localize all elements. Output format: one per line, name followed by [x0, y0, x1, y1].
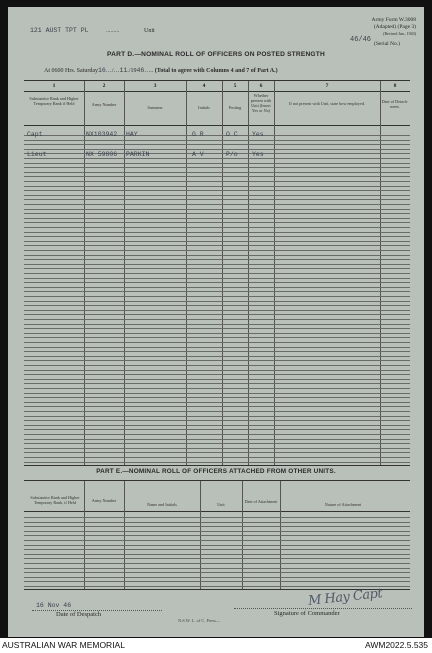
form-sheet [8, 7, 424, 637]
ruled-line [24, 462, 410, 463]
col-number-5: 5 [233, 83, 237, 89]
ruled-line [24, 199, 410, 200]
ruled-line [24, 213, 410, 214]
col-header-detachment: Date of Detach-ment. [381, 99, 409, 109]
year-prefix: 19 [130, 68, 137, 74]
ruled-line [24, 232, 410, 233]
ruled-line [24, 250, 410, 251]
ruled-line [24, 301, 410, 302]
ruled-line [24, 337, 410, 338]
ruled-line [24, 310, 410, 311]
ruled-line [24, 448, 410, 449]
col-header-employed: If not present with Unit, state how employed. [289, 101, 365, 106]
ruled-line [24, 577, 410, 578]
month-typed: 11 [119, 67, 128, 74]
army-form-number: Army Form W.3008 [371, 17, 416, 23]
ruled-line [24, 328, 410, 329]
archive-footer [0, 638, 432, 653]
col-header-army-number: Army Number [91, 102, 117, 107]
ruled-line [24, 383, 410, 384]
ruled-line [24, 190, 410, 191]
row1-surname: HAY [126, 131, 138, 138]
ruled-line [24, 255, 410, 256]
footer-source: AUSTRALIAN WAR MEMORIAL [2, 640, 125, 650]
ruled-line [24, 443, 410, 444]
commander-label: Signature of Commander [274, 610, 340, 617]
ruled-line [24, 554, 410, 555]
row2-present: Yes [252, 151, 264, 158]
row2-number: NX 59806 [86, 151, 118, 158]
row1-present: Yes [252, 131, 264, 138]
col-header-posting: Posting [228, 105, 242, 110]
e-col-header-army-number: Army Number [91, 498, 117, 503]
row2-posting: P/o [226, 151, 238, 158]
ruled-line [24, 406, 410, 407]
day-typed: 16 [98, 67, 106, 74]
ruled-line [24, 397, 410, 398]
army-form-revised: (Revised Jan., 1943) [383, 31, 416, 36]
col-header-initials: Initials [198, 105, 210, 110]
ruled-line [24, 558, 410, 559]
ruled-line [24, 402, 410, 403]
ruled-line [24, 236, 410, 237]
ruled-line [24, 140, 410, 141]
ruled-line [24, 452, 410, 453]
ruled-line [24, 149, 410, 150]
ruled-line [24, 319, 410, 320]
row2-initials: A V [192, 151, 204, 158]
ruled-line [24, 305, 410, 306]
ruled-line [24, 227, 410, 228]
e-col-header-attachment-date: Date of Attachment [244, 499, 278, 504]
ruled-line [24, 287, 410, 288]
army-form-adapted: (Adapted) (Page 3) [373, 24, 416, 30]
ruled-line [24, 411, 410, 412]
ruled-line [24, 144, 410, 145]
part-e-title: PART E.—NOMINAL ROLL OF OFFICERS ATTACHED FROM OTHER UNITS. [96, 468, 336, 475]
ruled-line [24, 535, 410, 536]
printer-imprint: N.S.W. L. of C. Press— [178, 618, 221, 623]
ruled-line [24, 425, 410, 426]
col-header-surname: Surname [147, 105, 163, 110]
ruled-line [24, 204, 410, 205]
footer-accession: AWM2022.5.535 [365, 640, 428, 650]
ruled-line [24, 245, 410, 246]
ruled-line [24, 586, 410, 587]
ruled-line [24, 434, 410, 435]
ruled-line [24, 268, 410, 269]
ruled-line [24, 416, 410, 417]
e-col-header-name: Name and Initials [147, 502, 177, 507]
ruled-line [24, 181, 410, 182]
ruled-line [24, 420, 410, 421]
ruled-line [24, 176, 410, 177]
ruled-line [24, 517, 410, 518]
ruled-line [24, 526, 410, 527]
ruled-line [24, 457, 410, 458]
ruled-line [24, 388, 410, 389]
ruled-line [24, 222, 410, 223]
ruled-line [24, 291, 410, 292]
ruled-line [24, 209, 410, 210]
e-col-header-rank: Substantive Rank and Higher Temporary Rank, if Held [30, 495, 80, 505]
ruled-line [24, 370, 410, 371]
ruled-line [24, 296, 410, 297]
unit-dots: ......... [106, 28, 120, 34]
e-col-header-unit: Unit [217, 502, 225, 507]
row1-initials: G R [192, 131, 204, 138]
ruled-line [24, 563, 410, 564]
ruled-line [24, 324, 410, 325]
ruled-line [24, 264, 410, 265]
ruled-line [24, 195, 410, 196]
ruled-line [24, 581, 410, 582]
row1-number: NX103942 [86, 131, 118, 138]
ruled-line [24, 278, 410, 279]
ruled-line [24, 531, 410, 532]
ruled-line [24, 342, 410, 343]
serial-typed: 46/46 [350, 36, 372, 44]
col-header-rank: Substantive Rank and Higher Temporary Rank if Held [29, 96, 79, 106]
ruled-line [24, 522, 410, 523]
ruled-line [24, 186, 410, 187]
unit-label: Unit [144, 28, 155, 34]
ruled-line [24, 356, 410, 357]
ruled-line [24, 241, 410, 242]
ruled-line [24, 158, 410, 159]
year-typed: 46 [136, 67, 145, 74]
ruled-line [24, 572, 410, 573]
ruled-line [24, 163, 410, 164]
commander-signature: M Hay Capt [307, 586, 383, 609]
row1-rank: Capt [27, 131, 43, 138]
row2-surname: PARKIN [126, 151, 150, 158]
despatch-date-typed: 16 Nov 46 [36, 602, 72, 609]
ruled-line [24, 365, 410, 366]
col-number-2: 2 [102, 83, 106, 89]
ruled-line [24, 351, 410, 352]
ruled-line [24, 347, 410, 348]
ruled-line [24, 360, 410, 361]
ruled-line [24, 218, 410, 219]
row1-posting: O C [226, 131, 238, 138]
time-suffix: (Total to agree with Columns 4 and 7 of Part A.) [154, 68, 278, 74]
ruled-line [24, 379, 410, 380]
ruled-line [24, 135, 410, 136]
col-number-1: 1 [52, 83, 56, 89]
col-number-7: 7 [325, 83, 329, 89]
ruled-line [24, 393, 410, 394]
serial-label: (Serial No.) [374, 41, 400, 47]
ruled-line [24, 429, 410, 430]
col-number-6: 6 [259, 83, 263, 89]
col-number-8: 8 [393, 83, 397, 89]
part-d-title: PART D.—NOMINAL ROLL OF OFFICERS ON POSTED STRENGTH [107, 51, 325, 58]
col-number-4: 4 [202, 83, 206, 89]
ruled-line [24, 259, 410, 260]
row2-rank: Lieut [27, 151, 47, 158]
ruled-line [24, 172, 410, 173]
time-prefix: At 0600 Hrs. Saturday [44, 68, 98, 74]
ruled-line [24, 273, 410, 274]
col-header-present: Whether present with Unit (Insert Yes or No) [250, 93, 272, 113]
ruled-line [24, 333, 410, 334]
ruled-line [24, 153, 410, 154]
ruled-line [24, 314, 410, 315]
ruled-line [24, 549, 410, 550]
ruled-line [24, 374, 410, 375]
ruled-line [24, 545, 410, 546]
ruled-line [24, 540, 410, 541]
col-number-3: 3 [153, 83, 157, 89]
part-d-table [24, 80, 410, 466]
despatch-label: Date of Despatch [56, 611, 102, 618]
e-col-header-nature: Nature of Attachment [324, 502, 362, 507]
ruled-line [24, 282, 410, 283]
part-e-table [24, 480, 410, 590]
ruled-line [24, 439, 410, 440]
ruled-line [24, 167, 410, 168]
unit-typed: 121 AUST TPT PL [30, 27, 89, 34]
ruled-line [24, 568, 410, 569]
part-d-time-line: At 0600 Hrs. Saturday16…/…11./1946….. (Total to agree with Columns 4 and 7 of Part A.) [44, 67, 278, 74]
